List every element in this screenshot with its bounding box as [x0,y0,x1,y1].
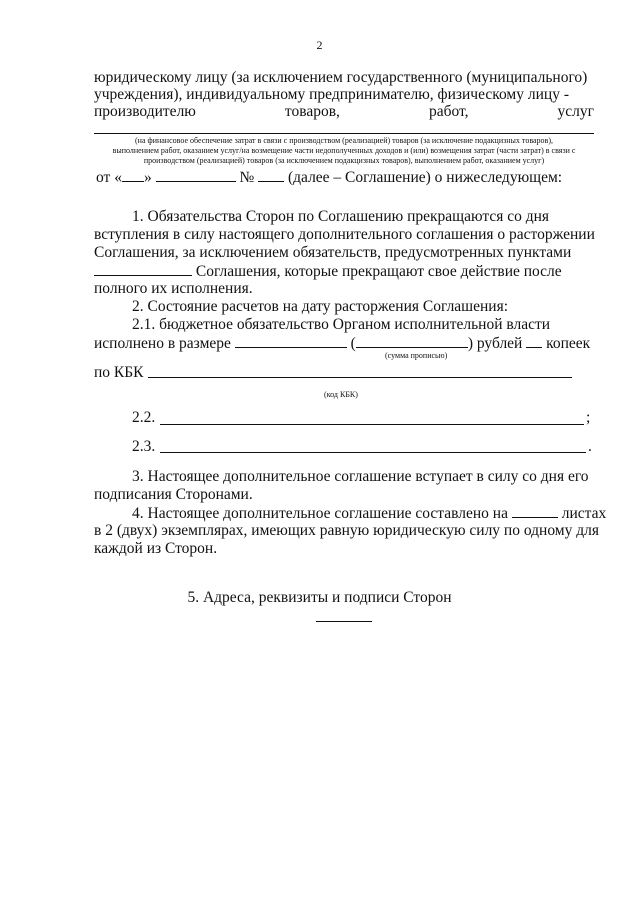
date-from-label: от « [96,169,122,186]
s22-label: 2.2. [132,409,156,426]
page-number: 2 [316,38,323,52]
p1-line-1: 1. Обязательства Сторон по Соглашению прекращаются со дня [132,208,550,225]
kopecks-blank [526,334,542,348]
section-5-title: 5. Адреса, реквизиты и подписи Сторон [187,589,452,606]
date-line [96,168,562,187]
intro-line-2 [94,86,594,104]
kbk-fill-line [148,377,572,378]
purpose-note-1: (на финансовое обеспечение затрат в связи с производством (реализацией) товаров (за исключение подакцизных товаров), [135,136,553,145]
p4-line-3: каждой из Сторон. [94,540,218,557]
intro-line-1 [94,69,594,87]
intro-line-1-text: юридическому лицу (за исключением государственного (муниципального) [94,69,588,86]
amount-words-blank [356,334,468,348]
amount-digits-blank [235,334,347,348]
month-year-blank [156,168,236,182]
rubles-label: ) рублей [467,335,523,352]
p3-line-2: подписания Сторонами. [94,486,253,503]
p1-line-5: полного их исполнения. [94,280,253,297]
kopecks-label: копеек [546,335,591,352]
intro-word-works: работ, [428,103,469,120]
p3-line-1: 3. Настоящее дополнительное соглашение вступает в силу со дня его [132,468,589,485]
purpose-note-3: производством (реализацией) товаров (за исключением подакцизных товаров), выполнением работ, оказанием услуг) [143,156,545,165]
p4-line-1 [132,504,606,523]
number-blank [258,168,284,182]
amount-paren-open: ( [350,335,356,352]
p4-line-2: в 2 (двух) экземплярах, имеющих равную юридическую силу по одному для [94,522,599,539]
p1-line-4 [94,262,562,281]
p2-1-line-2 [94,334,590,353]
s23-label: 2.3. [132,438,156,455]
intro-word-goods: товаров, [284,103,340,120]
s23-fill-line [160,452,586,453]
amount-label: исполнено в размере [94,335,231,352]
intro-word-services: услуг [557,103,594,120]
date-quote-close: » [143,169,152,186]
intro-word-producer: производителю [94,103,196,120]
kbk-label: по КБК [94,364,144,381]
section-5-underline [316,621,372,622]
p4-line-1-text: 4. Настоящее дополнительное соглашение составлено на [132,505,508,522]
number-sign: № [239,169,255,186]
p1-line-4-text: Соглашения, которые прекращают свое действие после [195,263,562,280]
p1-line-3 [94,244,594,262]
day-blank [122,168,144,182]
p1-line-3-text: Соглашения, за исключением обязательств, предусмотренных пунктами [94,244,572,261]
purpose-note-2: выполнением работ, оказанием услуг/на возмещение части недополученных доходов и (или) возмещения затрат (части затрат) в связи с [112,146,576,155]
sheets-label: листах [561,505,607,522]
intro-line-2-text: учреждения), индивидуальному предпринимателю, физическому лицу - [94,86,569,103]
intro-line-3 [94,103,594,121]
s23-end: . [588,438,592,455]
p2-title: 2. Состояние расчетов на дату расторжения Соглашения: [132,298,509,315]
p2-1-line-1: 2.1. бюджетное обязательство Органом исполнительной власти [132,316,551,333]
clauses-blank [94,262,192,276]
s22-end: ; [586,409,591,426]
sheets-blank [512,504,558,518]
kbk-caption: (код КБК) [324,390,358,399]
p1-line-2: вступления в силу настоящего дополнительного соглашения о расторжении [94,226,595,243]
date-line-rest: (далее – Соглашение) о нижеследующем: [288,169,563,186]
sum-in-words-caption: (сумма прописью) [385,351,448,360]
purpose-fill-line [94,133,594,134]
s22-fill-line [160,424,584,425]
